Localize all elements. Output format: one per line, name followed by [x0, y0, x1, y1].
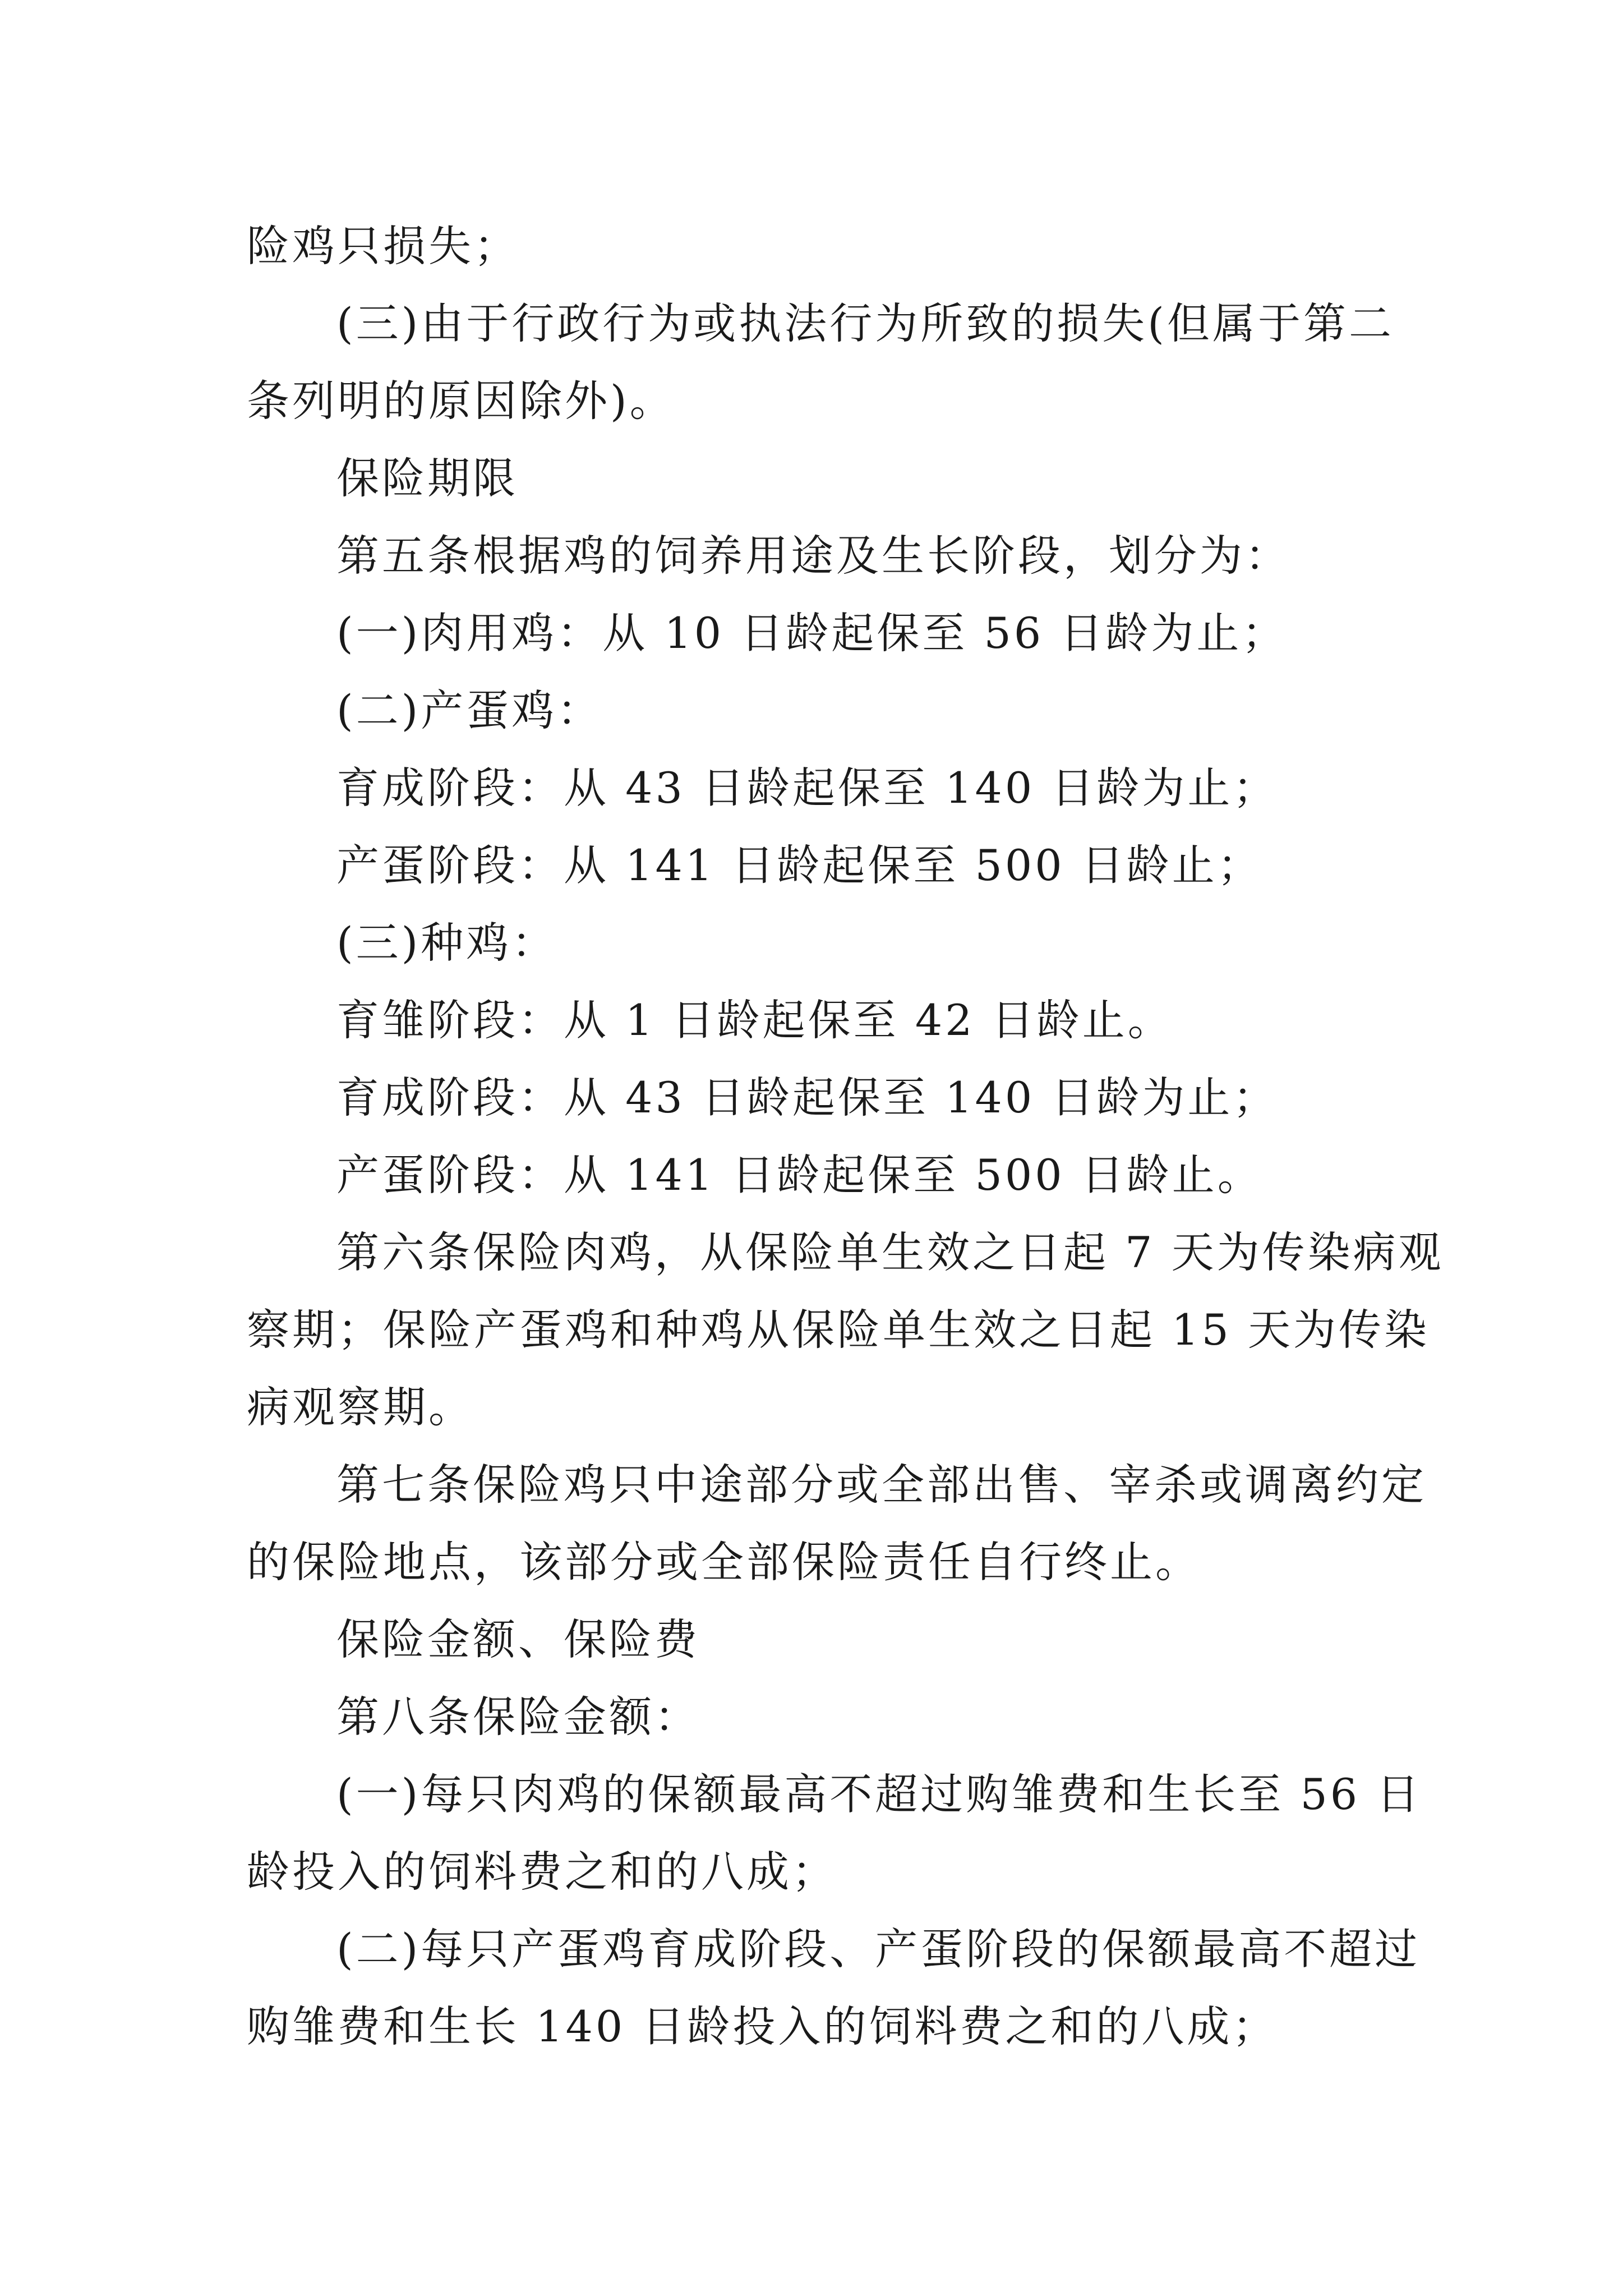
- text-line: (一)每只肉鸡的保额最高不超过购雏费和生长至 56 日: [336, 1769, 1422, 1819]
- text-line: (二)每只产蛋鸡育成阶段、产蛋阶段的保额最高不超过: [336, 1924, 1421, 1974]
- text-line: 购雏费和生长 140 日龄投入的饲料费之和的八成；: [247, 2001, 1278, 2051]
- text-line: 的保险地点，该部分或全部保险责任自行终止。: [247, 1537, 1201, 1587]
- text-line: 险鸡只损失；: [247, 221, 519, 271]
- text-line: (三)种鸡：: [336, 918, 557, 968]
- text-line: 育雏阶段：从 1 日龄起保至 42 日龄止。: [336, 995, 1173, 1045]
- text-line: 第六条保险肉鸡，从保险单生效之日起 7 天为传染病观: [336, 1227, 1444, 1277]
- section-heading: 保险期限: [336, 453, 518, 503]
- document-body: [247, 208, 1444, 2065]
- text-line: 第七条保险鸡只中途部分或全部出售、宰杀或调离约定: [336, 1460, 1427, 1510]
- text-line: 第八条保险金额：: [336, 1692, 700, 1742]
- text-line: 病观察期。: [247, 1382, 474, 1432]
- text-line: 察期；保险产蛋鸡和种鸡从保险单生效之日起 15 天为传染: [247, 1305, 1430, 1355]
- text-line: (二)产蛋鸡：: [336, 685, 603, 735]
- text-line: 条列明的原因除外)。: [247, 376, 675, 426]
- text-line: 育成阶段：从 43 日龄起保至 140 日龄为止；: [336, 763, 1279, 813]
- text-line: 育成阶段：从 43 日龄起保至 140 日龄为止；: [336, 1073, 1279, 1122]
- text-line: (三)由于行政行为或执法行为所致的损失(但属于第二: [336, 298, 1394, 348]
- text-line: 产蛋阶段：从 141 日龄起保至 500 日龄止。: [336, 1150, 1263, 1200]
- text-line: 龄投入的饲料费之和的八成；: [247, 1847, 837, 1897]
- text-line: (一)肉用鸡：从 10 日龄起保至 56 日龄为止；: [336, 608, 1288, 658]
- text-line: 第五条根据鸡的饲养用途及生长阶段，划分为：: [336, 531, 1290, 581]
- text-line: 产蛋阶段：从 141 日龄起保至 500 日龄止；: [336, 840, 1263, 890]
- section-heading: 保险金额、保险费: [336, 1614, 700, 1664]
